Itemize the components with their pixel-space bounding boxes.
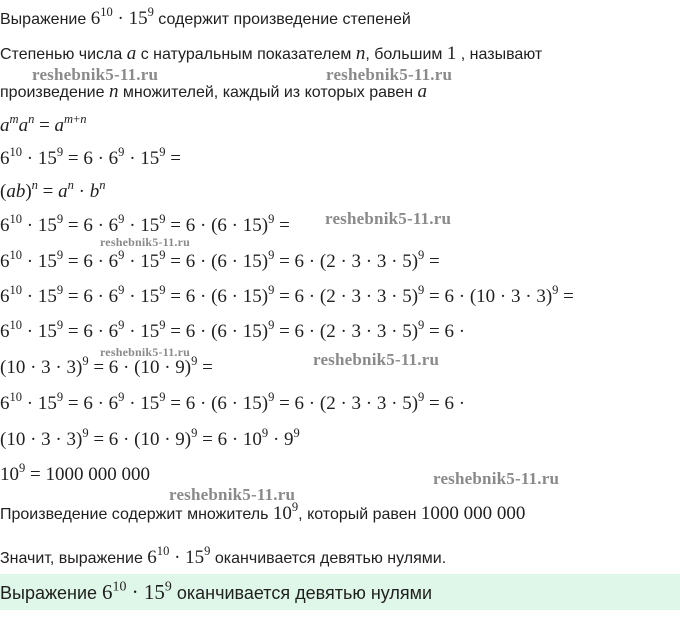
watermark: reshebnik5-11.ru <box>433 469 560 488</box>
equation-step-4: $6^{10} \cdot 15^9 = 6 \cdot 6^9 \cdot 15^9 = 6 \cdot (6 \cdot 15)^9 = 6 \cdot (2 \cdot 3 \cdot 3 \cdot 5)^9 = 6 \cdot (10 \cdot 3 \cdot 3)^9$ = <box>0 283 574 307</box>
answer-text: Выражение $6^{10} \cdot 15^9$ оканчивается девятью нулями <box>0 577 433 604</box>
equation-step-3: $6^{10} \cdot 15^9 = 6 \cdot 6^9 \cdot 15^9 = 6 \cdot (6 \cdot 15)^9 = 6 \cdot (2 \cdot 3 \cdot 3 \cdot 5)^9$ = <box>0 248 440 272</box>
answer-box <box>0 574 680 610</box>
watermark: reshebnik5-11.ru <box>100 235 190 249</box>
heading-expression: $6^{10} \cdot 15^9$ <box>90 5 154 29</box>
watermark: reshebnik5-11.ru <box>313 350 440 369</box>
definition-line-1: Степенью числа a с натуральным показателем n, большим 1 , называют <box>0 43 543 64</box>
equation-step-2: $6^{10} \cdot 15^9 = 6 \cdot 6^9 \cdot 15^9 = 6 \cdot (6 \cdot 15)^9$ = <box>0 212 290 236</box>
equation-step-6a: $6^{10} \cdot 15^9 = 6 \cdot 6^9 \cdot 15^9 = 6 \cdot (6 \cdot 15)^9 = 6 \cdot (2 \cdot 3 \cdot 3 \cdot 5)^9 = 6$ · <box>0 390 466 414</box>
conclusion-line-1: Произведение содержит множитель $10^9$, который равен 1000 000 000 <box>0 500 526 524</box>
watermark: reshebnik5-11.ru <box>32 65 159 84</box>
equation-power-of-ten: $10^9 = 1000$ 000 000 <box>0 461 150 485</box>
equation-step-5a: $6^{10} \cdot 15^9 = 6 \cdot 6^9 \cdot 15^9 = 6 \cdot (6 \cdot 15)^9 = 6 \cdot (2 \cdot 3 \cdot 3 \cdot 5)^9 = 6$ · <box>0 318 466 342</box>
definition-line-2: произведение n множителей, каждый из которых равен a <box>0 81 428 102</box>
watermark: reshebnik5-11.ru <box>100 345 190 359</box>
formula-power-of-product: $(ab)^n = a^n \cdot b^n$ <box>0 178 106 202</box>
equation-step-6b: $(10 \cdot 3 \cdot 3)^9 = 6 \cdot (10 \cdot 9)^9 = 6 \cdot 10^9 \cdot 9^9$ <box>0 426 300 450</box>
conclusion-line-2: Значит, выражение $6^{10} \cdot 15^9$ оканчивается девятью нулями. <box>0 544 447 568</box>
watermark: reshebnik5-11.ru <box>325 209 452 228</box>
heading-line: Выражение $6^{10} \cdot 15^9$ содержит произведение степеней <box>0 5 411 29</box>
watermark: reshebnik5-11.ru <box>326 65 453 84</box>
watermark: reshebnik5-11.ru <box>169 485 296 504</box>
equation-step-5b: $(10 \cdot 3 \cdot 3)^9 = 6 \cdot (10 \cdot 9)^9$ = <box>0 354 213 378</box>
formula-product-rule: $a^ma^n = a^{m+n}$ <box>0 112 87 136</box>
equation-step-1: $6^{10} \cdot 15^9 = 6 \cdot 6^9 \cdot 15^9$ = <box>0 145 181 169</box>
